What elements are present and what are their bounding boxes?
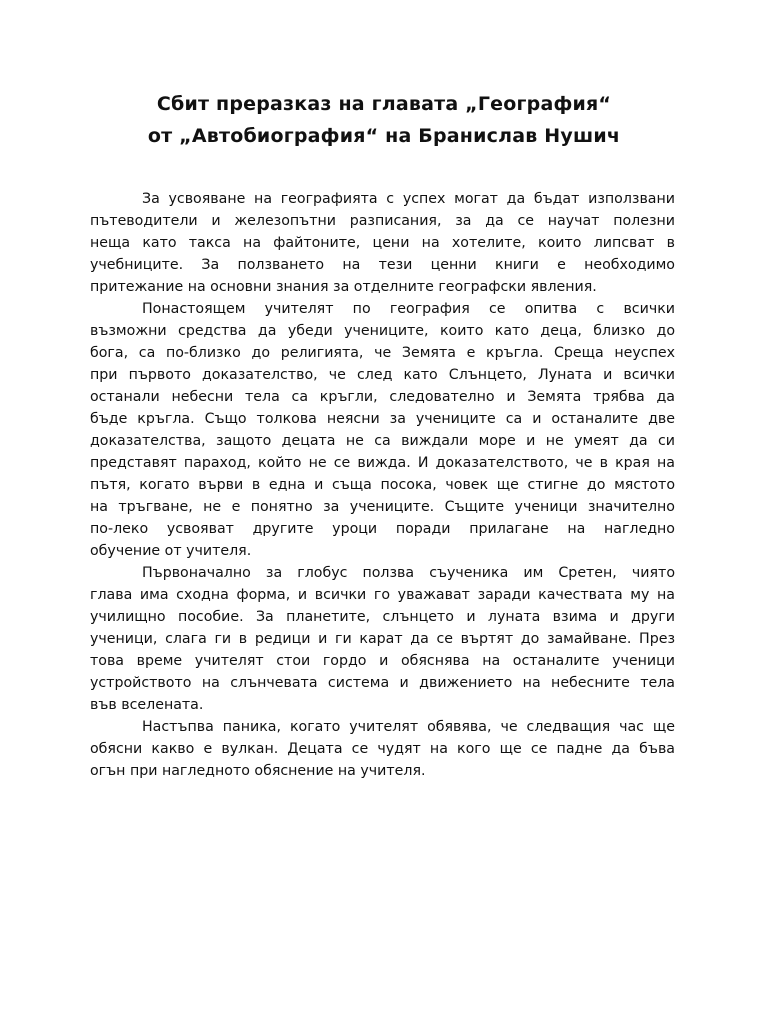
document-title [90, 88, 678, 152]
text-line: бъде кръгла. Също толкова неясни за учениците са и останалите две [90, 411, 675, 427]
text-line: пътеводители и железопътни разписания, за да се научат полезни [90, 213, 675, 229]
text-line: училищно пособие. За планетите, слънцето и луната взима и други [90, 609, 675, 625]
text-line: притежание на основни знания за отделните географски явления. [90, 279, 597, 295]
text-line: пътя, когато върви в една и съща посока, човек ще стигне до мястото [90, 477, 675, 493]
text-line: Настъпва паника, когато учителят обявява, че следващия час ще [142, 719, 675, 735]
text-line: на тръгване, не е понятно за учениците. Същите ученици значително [90, 499, 675, 515]
text-line: представят параход, който не се вижда. И доказателството, че в края на [90, 455, 675, 471]
document-body [90, 188, 675, 782]
text-line: възможни средства да убеди учениците, които като деца, близко до [90, 323, 675, 339]
title-line-1: Сбит преразказ на главата „География“ [156, 93, 612, 115]
text-line: останали небесни тела са кръгли, следователно и Земята трябва да [90, 389, 675, 405]
text-line: при първото доказателство, че след като Слънцето, Луната и всички [90, 367, 675, 383]
text-line: ученици, слага ги в редици и ги карат да се въртят до замайване. През [90, 631, 675, 647]
text-line: във вселената. [90, 697, 204, 713]
text-line: огън при нагледното обяснение на учителя. [90, 763, 426, 779]
text-line: доказателства, защото децата не са виждали море и не умеят да си [90, 433, 675, 449]
text-line: по-леко усвояват другите уроци поради прилагане на нагледно [90, 521, 675, 537]
title-line-2: от „Автобиография“ на Бранислав Нушич [147, 125, 621, 147]
text-line: За усвояване на географията с успех могат да бъдат използвани [142, 191, 675, 207]
text-line: глава има сходна форма, и всички го уважават заради качествата му на [90, 587, 675, 603]
text-line: обясни какво е вулкан. Децата се чудят на кого ще се падне да бъва [90, 741, 675, 757]
text-line: учебниците. За ползването на тези ценни книги е необходимо [90, 257, 675, 273]
text-line: обучение от учителя. [90, 543, 252, 559]
text-line: неща като такса на файтоните, цени на хотелите, които липсват в [90, 235, 675, 251]
text-line: устройството на слънчевата система и движението на небесните тела [90, 675, 675, 691]
text-line: бога, са по-близко до религията, че Земята е кръгла. Среща неуспех [90, 345, 675, 361]
text-line: Понастоящем учителят по география се опитва с всички [142, 301, 675, 317]
text-line: това време учителят стои гордо и обяснява на останалите ученици [90, 653, 675, 669]
text-line: Първоначално за глобус ползва съученика им Сретен, чиято [142, 565, 675, 581]
